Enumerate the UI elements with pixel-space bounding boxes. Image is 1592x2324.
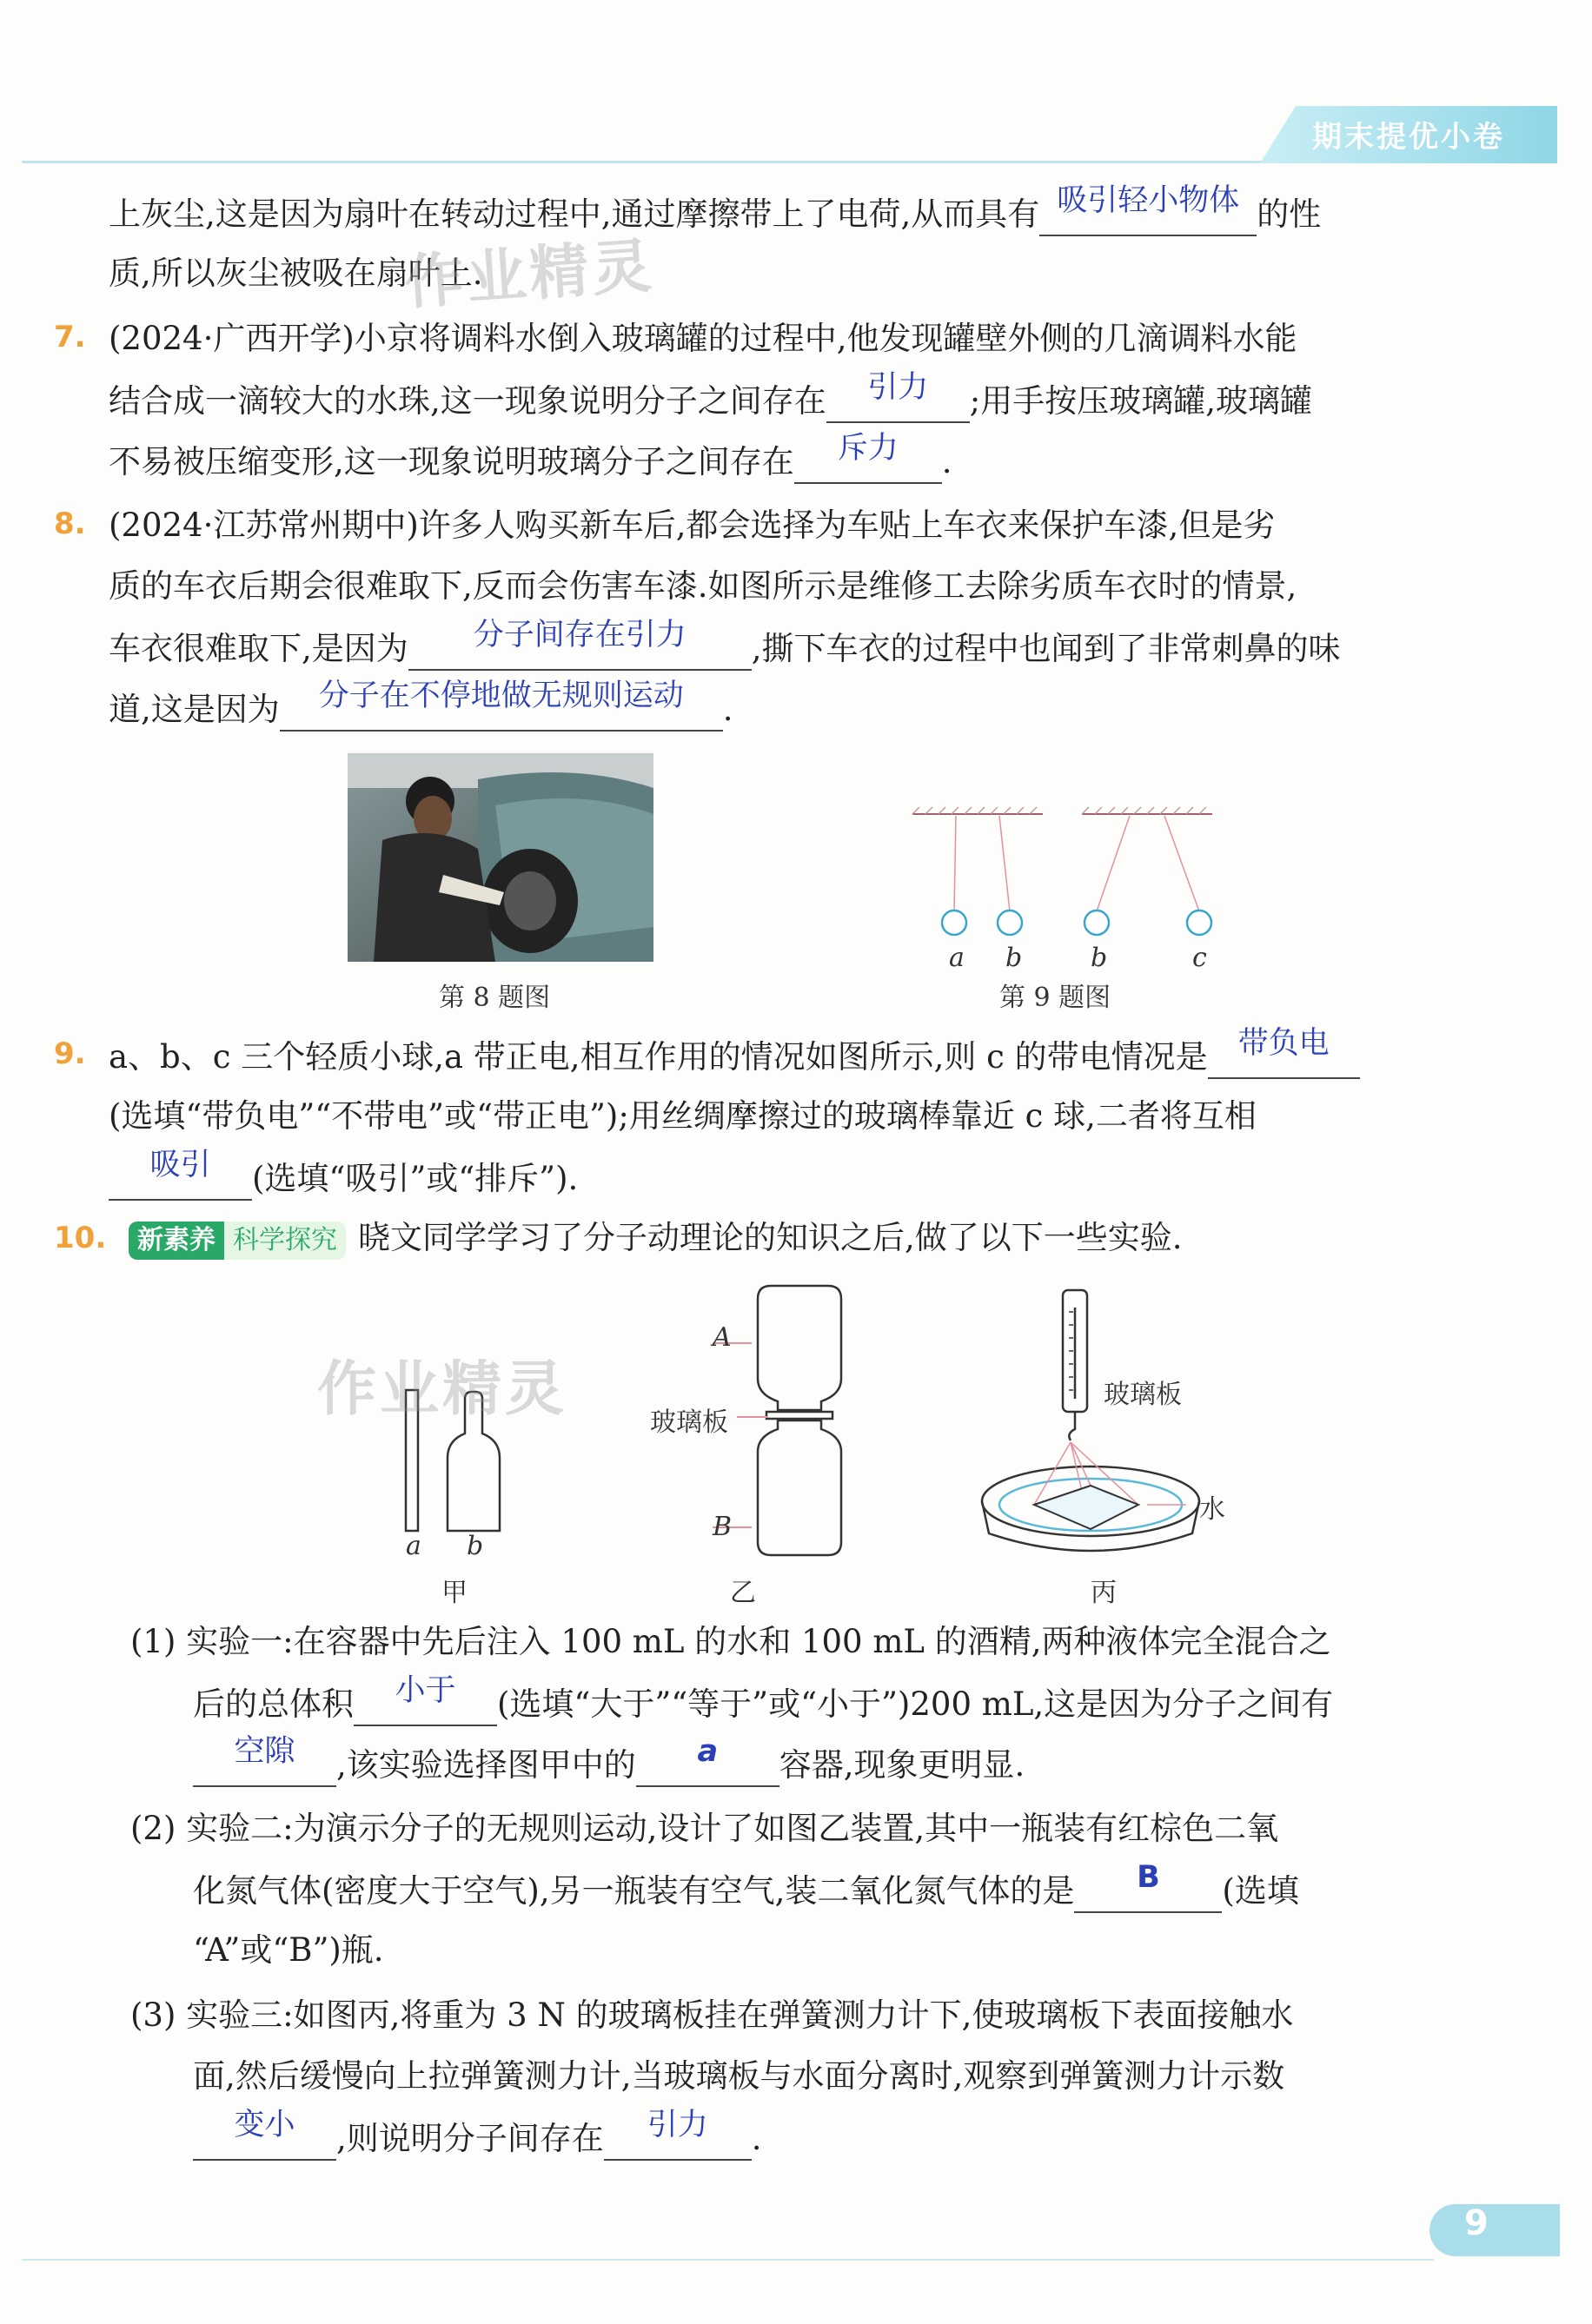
fig9-label-b1: b [1005,943,1023,973]
q7-blank-2 [794,431,942,484]
q9-line1 [109,1026,1499,1079]
fig-jia-label-b: b [467,1531,484,1561]
q8-answer-2: 分子在不停地做无规则运动 [318,679,684,713]
q10-p3-answer-1: 变小 [234,2108,295,2142]
fig8-photo [348,753,653,962]
header-rule [22,161,1351,163]
q7-line3 [109,431,1499,484]
q10-p2-line1 [130,1807,1521,1851]
q10-p1-text-2: 后的总体积 [193,1685,354,1723]
q8-text-4: ,撕下车衣的过程中也闻到了非常刺鼻的味 [751,630,1341,667]
q10-number: 10. [54,1221,107,1255]
q10-p1-blank-2 [193,1734,336,1787]
q7-text-2: 结合成一滴较大的水珠,这一现象说明分子之间存在 [109,382,826,420]
q8-answer-1: 分子间存在引力 [473,618,687,652]
q8-blank-1 [408,618,752,671]
q10-p2-text-3: (选填 [1222,1872,1299,1910]
q10-text: 晓文同学学习了分子动理论的知识之后,做了以下一些实验. [358,1219,1183,1256]
q7-answer-1: 引力 [867,370,929,405]
footer-rule [22,2259,1434,2261]
q10-p2-line3 [193,1929,1583,1972]
q10-p3-line2 [193,2055,1583,2098]
fig-bing-label-water: 水 [1199,1494,1225,1525]
q8-text: (2024·江苏常州期中)许多人购买新车后,都会选择为车贴上车衣来保护车漆,但是劣 [109,507,1276,544]
q6-line2 [109,252,1499,295]
q9-text-3: (选填“吸引”或“排斥”). [252,1160,579,1197]
fig-bing-apparatus [973,1277,1208,1564]
q10-p3-text-2: 面,然后缓慢向上拉弹簧测力计,当玻璃板与水面分离时,观察到弹簧测力计示数 [193,2057,1285,2095]
q10-p2-text-2: 化氮气体(密度大于空气),另一瓶装有空气,装二氧化氮气体的是 [193,1872,1075,1910]
q7-blank-1 [826,370,970,423]
q6-blank-1 [1039,183,1257,236]
fig9-label-c: c [1192,943,1207,973]
fig8-caption: 第 8 题图 [439,983,551,1013]
header-title: 期末提优小卷 [1312,120,1505,155]
q9-answer-2: 吸引 [149,1148,211,1182]
q10-p1-text-4: ,该实验选择图甲中的 [336,1746,636,1784]
q10-p1-text-5: 容器,现象更明显. [779,1746,1025,1784]
q10-p2-answer-1: B [1137,1860,1160,1895]
watermark-1: 作业精灵 [402,232,657,318]
fig-jia-label-a: a [406,1531,421,1561]
fig-yi-caption: 乙 [730,1578,756,1608]
q10-p2-text: (2) 实验二:为演示分子的无规则运动,设计了如图乙装置,其中一瓶装有红棕色二氧 [130,1810,1279,1847]
q10-p1-answer-1: 小于 [395,1673,456,1708]
q6-text-3: 质,所以灰尘被吸在扇叶上. [109,255,483,292]
watermark-2: 作业精灵 [317,1355,568,1424]
q10-p1-text: (1) 实验一:在容器中先后注入 100 mL 的水和 100 mL 的酒精,两种液体完全混合之 [130,1623,1331,1660]
q7-text-4: 不易被压缩变形,这一现象说明玻璃分子之间存在 [109,443,794,480]
q7-line1 [109,317,1499,361]
q7-answer-2: 斥力 [837,431,899,466]
q6-text-2: 的性 [1257,195,1322,233]
page-number-tab [1429,2204,1560,2256]
q7-text-5: . [941,443,952,480]
q10-p1-blank-1 [354,1673,497,1726]
q8-text-5: 道,这是因为 [109,691,280,728]
q10-p1-line2 [193,1673,1583,1726]
q7-text-3: ;用手按压玻璃罐,玻璃罐 [969,382,1312,420]
q8-line4 [109,679,1499,732]
q8-line2 [109,565,1499,608]
fig-yi-label-B: B [713,1512,733,1542]
q10-p2-line2 [193,1860,1583,1913]
q10-p3-text-4: . [751,2120,762,2157]
q9-line3 [109,1148,1499,1201]
q8-blank-2 [280,679,723,732]
q10-p1-line3 [193,1734,1583,1787]
q7-number: 7. [54,320,86,354]
q10-p2-blank-1 [1074,1860,1222,1913]
fig9-caption: 第 9 题图 [999,983,1111,1013]
q9-blank-1 [1208,1026,1360,1079]
q9-blank-2 [109,1148,252,1201]
q7-line2 [109,370,1499,423]
q8-text-3: 车衣很难取下,是因为 [109,630,408,667]
fig-yi-label-glass: 玻璃板 [650,1407,728,1438]
q10-p3-line3 [193,2108,1583,2161]
q6-answer-1: 吸引轻小物体 [1057,183,1240,218]
q10-p3-line1 [130,1994,1521,2037]
fig-yi-label-A: A [713,1322,732,1353]
q9-answer-1: 带负电 [1237,1026,1330,1061]
fig-yi-bottles [747,1281,852,1559]
q10-p1-answer-3: a [697,1734,719,1769]
q9-line2 [109,1095,1499,1138]
q8-text-6: . [722,691,733,728]
q10-p3-text: (3) 实验三:如图丙,将重为 3 N 的玻璃板挂在弹簧测力计下,使玻璃板下表面接触水 [130,1996,1294,2034]
fig-bing-label-glass: 玻璃板 [1104,1380,1182,1410]
q10-p3-answer-2: 引力 [647,2108,708,2142]
tag-science-inquiry: 科学探究 [224,1222,346,1260]
fig9-label-b2: b [1091,943,1108,973]
q9-text: a、b、c 三个轻质小球,a 带正电,相互作用的情况如图所示,则 c 的带电情况是 [109,1038,1208,1076]
fig9-label-a: a [949,943,965,973]
q8-line1 [109,504,1499,547]
fig-bing-caption: 丙 [1091,1578,1117,1608]
q10-p1-blank-3 [636,1734,779,1787]
q10-p3-blank-1 [193,2108,336,2161]
q9-number: 9. [54,1036,86,1071]
q10-p1-answer-2: 空隙 [234,1734,295,1769]
fig-yi-pointer-glass [737,1416,767,1418]
q9-text-2: (选填“带负电”“不带电”或“带正电”);用丝绸摩擦过的玻璃棒靠近 c 球,二者将互相 [109,1097,1257,1135]
q8-line3 [109,618,1499,671]
q10-p3-blank-2 [604,2108,752,2161]
q8-number: 8. [54,507,86,541]
tag-new-literacy: 新素养 [129,1222,224,1260]
q6-line1 [109,183,1499,236]
q10-p2-text-4: “A”或“B”)瓶. [193,1931,384,1969]
q10-p1-text-3: (选填“大于”“等于”或“小于”)200 mL,这是因为分子之间有 [497,1685,1334,1723]
q10-p1-line1 [130,1620,1521,1664]
page-number: 9 [1464,2203,1489,2243]
q10-p3-text-3: ,则说明分子间存在 [336,2120,604,2157]
q10-line1 [129,1216,1519,1260]
q6-text: 上灰尘,这是因为扇叶在转动过程中,通过摩擦带上了电荷,从而具有 [109,195,1040,233]
fig-jia-caption: 甲 [441,1578,468,1608]
q8-text-2: 质的车衣后期会很难取下,反而会伤害车漆.如图所示是维修工去除劣质车衣时的情景, [109,567,1297,605]
q7-text: (2024·广西开学)小京将调料水倒入玻璃罐的过程中,他发现罐壁外侧的几滴调料水能 [109,320,1297,357]
